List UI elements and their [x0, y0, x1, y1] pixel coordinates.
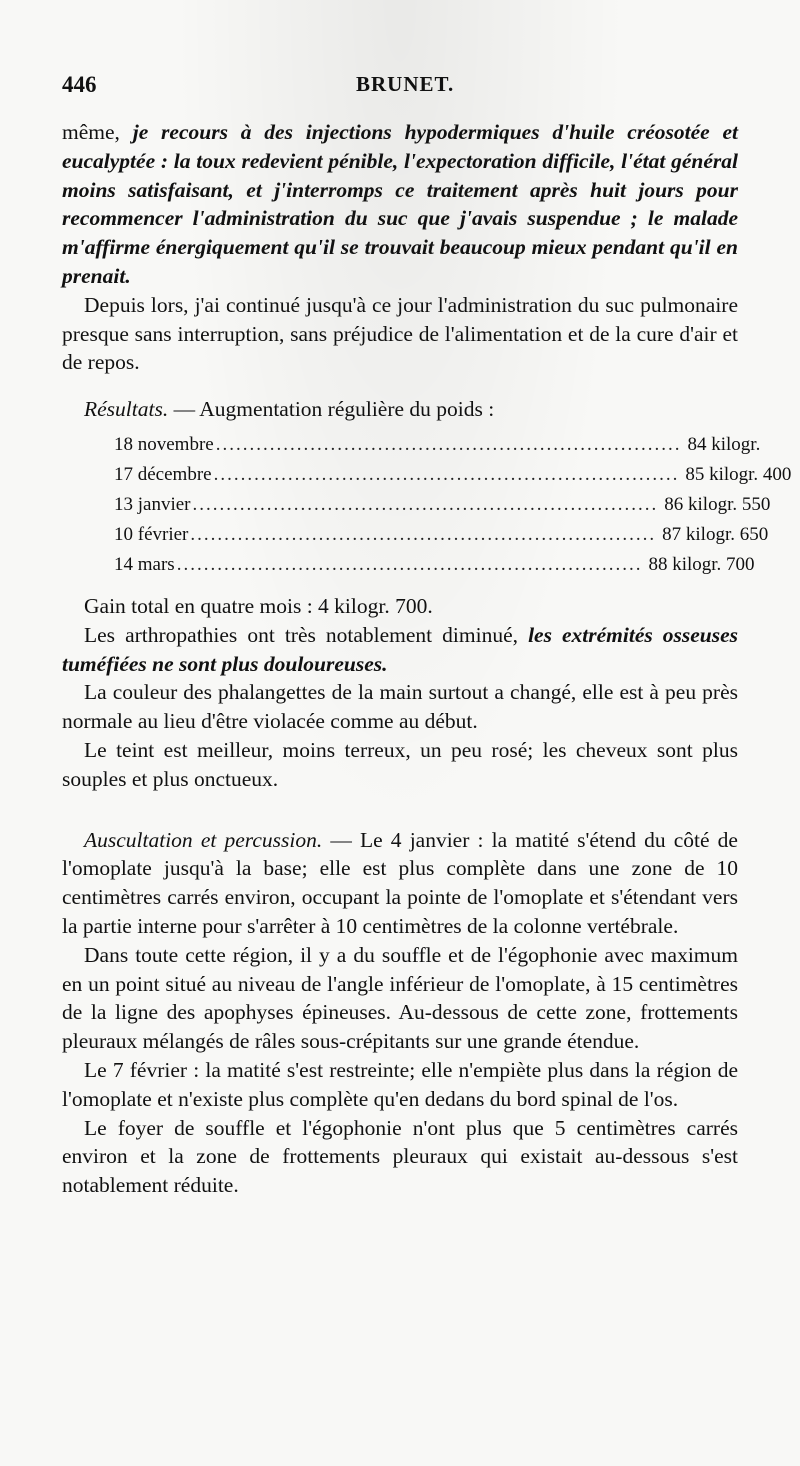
- paragraph-fevrier: Le 7 février : la matité s'est restreinte; elle n'empiète plus dans la région de l'omoplate et n'existe plus complète qu'en dedans du bord spinal de l'os.: [62, 1057, 738, 1111]
- results-heading: [62, 395, 738, 424]
- weight-row: [114, 430, 761, 460]
- paragraph-arthropathies: [62, 621, 738, 679]
- results-label: Résultats.: [84, 397, 169, 422]
- paragraph-foyer: Le foyer de souffle et l'égophonie n'ont plus que 5 centimètres carrés environ et la zone de frottements pleuraux qui existait au-dessous s'est notablement réduite.: [62, 1115, 738, 1198]
- weight-date: 17 décembre: [114, 463, 212, 485]
- paragraph-teint: Le teint est meilleur, moins terreux, un peu rosé; les cheveux sont plus souples et plus onctueux.: [62, 737, 738, 791]
- weight-value: 85 kilogr. 400: [685, 463, 792, 485]
- paragraph-gain-total: Gain total en quatre mois : 4 kilogr. 700.: [84, 593, 433, 618]
- arthropathies-italic-text: les extrémités osseuses tuméfiées ne sont plus douloureuses.: [62, 622, 739, 676]
- paragraph-depuis-lors: Depuis lors, j'ai continué jusqu'à ce jour l'administration du suc pulmonaire presque sans interruption, sans préjudice de l'alimentation et de la cure d'air et de repos.: [62, 292, 738, 375]
- page-number: 446: [62, 72, 97, 97]
- weight-value: 86 kilogr. 550: [664, 493, 771, 515]
- weight-row: [114, 460, 792, 490]
- paragraph-auscultation: [62, 826, 738, 941]
- dot-leader: .....................................................................: [215, 433, 682, 455]
- spacer: [62, 377, 738, 389]
- weight-row: [114, 490, 771, 520]
- weight-date: 14 mars: [114, 553, 175, 575]
- dot-leader: .....................................................................: [192, 493, 659, 515]
- weight-value: 88 kilogr. 700: [648, 553, 755, 575]
- dot-leader: .....................................................................: [213, 463, 680, 485]
- paragraph-continuation: [62, 118, 738, 291]
- weight-row: [114, 550, 755, 580]
- weight-table: [114, 430, 792, 580]
- weight-date: 10 février: [114, 523, 189, 545]
- dot-leader: .....................................................................: [190, 523, 657, 545]
- page-header: [60, 72, 740, 102]
- weight-date: 18 novembre: [114, 433, 214, 455]
- body-text: [62, 118, 792, 1200]
- weight-value: 84 kilogr.: [687, 433, 761, 455]
- results-text: — Augmentation régulière du poids :: [168, 397, 495, 422]
- running-head: BRUNET.: [356, 72, 455, 96]
- paragraph-souffle: Dans toute cette région, il y a du souffle et de l'égophonie avec maximum en un point situé au niveau de l'angle inférieur de l'omoplate, à 15 centimètres de la ligne des apophyses épineuses. Au-dessous de cette zone, frottements pleuraux mélangés de râles sous-crépitants sur une grande étendue.: [62, 942, 738, 1054]
- arthropathies-text: Les arthropathies ont très notablement diminué,: [84, 622, 519, 647]
- weight-date: 13 janvier: [114, 493, 191, 515]
- spacer: [62, 794, 738, 826]
- dot-leader: .....................................................................: [176, 553, 643, 575]
- auscultation-label: Auscultation et percussion.: [84, 827, 323, 852]
- continuation-text: même,: [62, 120, 120, 144]
- weight-row: [114, 520, 769, 550]
- auscultation-text: — Le 4 janvier : la matité s'étend du côté de l'omoplate jusqu'à la base; elle est plus complète dans une zone de 10 centimètres carrés environ, occupant la pointe de l'omoplate et s'étendant vers la partie interne pour s'arrêter à 10 centimètres de la colonne vertébrale.: [62, 827, 738, 938]
- continuation-italic-text: je recours à des injections hypodermiques d'huile créosotée et eucalyptée : la toux redevient pénible, l'expectoration difficile, l'état général moins satisfaisant, et j'interromps ce traitement après huit jours pour recommencer l'administration du suc que j'avais suspendue ; le malade m'affirme énergiquement qu'il se trouvait beaucoup mieux pendant qu'il en prenait.: [62, 120, 739, 288]
- paragraph-couleur: La couleur des phalangettes de la main surtout a changé, elle est à peu près normale au lieu d'être violacée comme au début.: [62, 680, 738, 734]
- weight-value: 87 kilogr. 650: [662, 523, 769, 545]
